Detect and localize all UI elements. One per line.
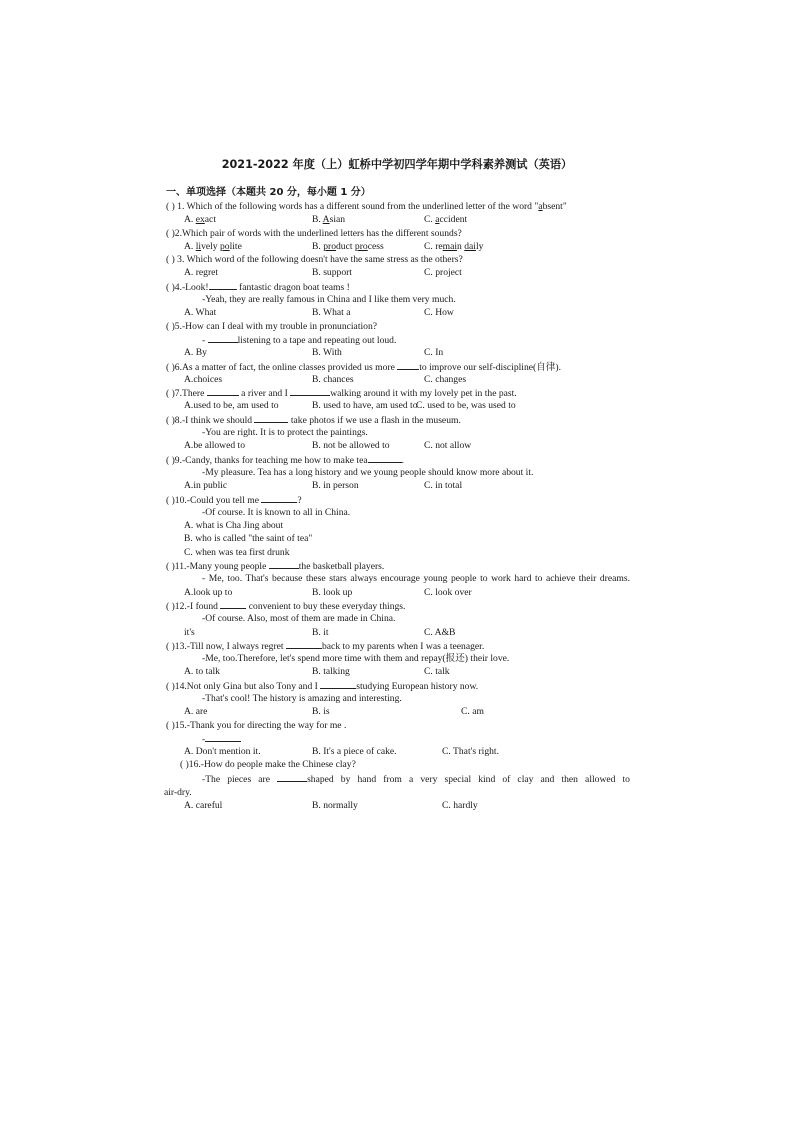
text-segment: C. used to be, was used to <box>416 400 516 412</box>
option-c <box>424 266 462 279</box>
text-segment: shaped by hand from a very special kind of clay and then allowed to <box>307 773 630 785</box>
option-a <box>184 586 232 599</box>
text-segment: B. <box>312 214 323 226</box>
option-a <box>184 240 242 253</box>
question-stem <box>166 413 630 426</box>
question-item <box>166 360 630 387</box>
text-segment: ( )6.As a matter of fact, the online classes provided us more <box>166 361 398 373</box>
text-segment: C. not allow <box>424 440 472 452</box>
option-c <box>166 546 630 559</box>
question-reply <box>166 772 630 786</box>
text-segment: - <box>202 733 206 745</box>
text-segment: C. project <box>424 267 462 279</box>
question-item <box>166 200 630 227</box>
text-segment: C. in total <box>424 480 463 492</box>
text-segment: ( )7.There <box>166 388 207 400</box>
text-segment: ( )11.-Many young people <box>166 561 269 573</box>
text-segment: it's <box>184 626 195 638</box>
question-stem <box>166 453 630 466</box>
underlined-letters: li <box>195 240 202 252</box>
option-b <box>312 399 418 412</box>
text-segment: B. in person <box>312 480 359 492</box>
option-b <box>312 439 390 452</box>
text-segment: A.be allowed to <box>184 440 246 452</box>
options-row <box>166 586 630 599</box>
text-segment: convenient to buy these everyday things. <box>246 600 406 612</box>
option-c <box>424 626 455 639</box>
option-c <box>461 705 484 718</box>
options-row <box>166 626 630 639</box>
underlined-letters: pro <box>323 240 336 252</box>
question-stem <box>166 679 630 692</box>
question-reply <box>166 612 630 625</box>
text-segment: bsent" <box>542 201 567 212</box>
option-b <box>312 346 342 359</box>
option-c <box>424 213 467 226</box>
answer-blank <box>261 493 297 503</box>
answer-blank <box>220 599 246 609</box>
text-segment: ( )12.-I found <box>166 600 221 612</box>
question-stem <box>166 493 630 506</box>
text-segment: ? <box>297 494 302 506</box>
options-row <box>166 799 630 812</box>
question-reply <box>166 466 630 479</box>
answer-blank <box>208 333 238 343</box>
text-segment: ly <box>475 240 484 252</box>
answer-blank <box>277 772 307 782</box>
text-segment: -That's cool! The history is amazing and interesting. <box>202 692 402 704</box>
text-segment: act <box>204 214 216 226</box>
text-segment: ( )5.-How can I deal with my trouble in pronunciation? <box>166 320 378 332</box>
question-stem <box>166 559 630 572</box>
question-item <box>166 280 630 320</box>
option-b <box>312 373 354 386</box>
text-segment: ( )9.-Candy, thanks for teaching me how to make tea <box>166 454 368 466</box>
text-segment: -Of course. It is known to all in China. <box>202 506 351 518</box>
option-a <box>184 399 279 412</box>
option-a <box>184 479 227 492</box>
question-reply <box>166 692 630 705</box>
option-b <box>312 799 358 812</box>
options-row <box>166 399 630 412</box>
option-b <box>312 266 352 279</box>
text-segment: A. regret <box>184 267 219 279</box>
answer-blank <box>254 413 288 423</box>
answer-blank <box>368 453 402 463</box>
option-a <box>184 799 222 812</box>
options-row <box>166 346 630 359</box>
text-segment: C. <box>424 214 436 226</box>
option-a <box>184 346 207 359</box>
answer-blank <box>286 639 322 649</box>
question-item <box>166 758 630 812</box>
option-c <box>424 586 472 599</box>
text-segment: A.used to be, am used to <box>184 400 279 412</box>
question-reply <box>166 426 630 439</box>
underlined-letters: dai <box>464 240 476 252</box>
text-segment: B. chances <box>312 373 354 385</box>
option-a <box>184 266 218 279</box>
text-segment: A. By <box>184 347 207 359</box>
option-c <box>424 439 471 452</box>
text-segment: B. who is called "the saint of tea" <box>184 533 313 545</box>
text-segment: ( )10.-Could you tell me <box>166 494 262 506</box>
text-segment: studying European history now. <box>356 680 479 692</box>
text-segment: A. what is Cha Jing about <box>184 520 284 532</box>
option-b <box>166 532 630 545</box>
text-segment: ( )4.-Look! <box>166 281 209 293</box>
options-row <box>166 240 630 253</box>
answer-blank <box>207 386 239 396</box>
answer-blank <box>205 732 241 742</box>
question-stem <box>166 280 630 293</box>
answer-blank <box>320 679 356 689</box>
question-reply <box>166 572 630 585</box>
question-stem <box>166 227 630 240</box>
text-segment: lite <box>229 240 242 252</box>
text-segment: ( ) 3. Which word of the following doesn't have the same stress as the others? <box>166 254 463 266</box>
answer-blank <box>290 386 330 396</box>
question-item <box>166 227 630 254</box>
page-title: 2021-2022 年度（上）虹桥中学初四学年期中学科素养测试（英语） <box>221 158 573 171</box>
option-b <box>312 306 350 319</box>
option-c <box>424 240 483 253</box>
option-c <box>424 665 450 678</box>
option-a <box>184 306 216 319</box>
question-reply <box>166 333 630 346</box>
question-stem <box>166 386 630 399</box>
question-item <box>166 559 630 599</box>
question-item <box>166 413 630 453</box>
text-segment: cess <box>367 240 384 252</box>
text-segment: - <box>202 334 208 346</box>
question-reply <box>166 652 630 665</box>
options-row <box>166 705 630 718</box>
question-item <box>166 639 630 679</box>
text-segment: ccident <box>439 214 468 226</box>
text-segment: B. used to have, am used to <box>312 400 418 412</box>
text-segment: A. to talk <box>184 666 220 678</box>
text-segment: . <box>401 454 404 466</box>
text-segment: a river and I <box>238 388 291 400</box>
text-segment: -My pleasure. Tea has a long history and we young people should know more about it. <box>202 466 534 478</box>
text-segment: A. <box>184 240 196 252</box>
text-segment: B. It's a piece of cake. <box>312 746 397 758</box>
option-a <box>184 745 261 758</box>
text-segment: vely <box>201 240 220 252</box>
text-segment: C. when was tea first drunk <box>184 546 290 558</box>
option-b <box>312 745 397 758</box>
option-b <box>312 586 352 599</box>
option-a <box>184 439 245 452</box>
question-list <box>166 200 630 813</box>
text-segment: A. careful <box>184 800 223 812</box>
text-segment: A.choices <box>184 373 223 385</box>
text-segment: ( )16.-How do people make the Chinese clay? <box>180 759 356 771</box>
option-a <box>184 213 216 226</box>
option-c <box>442 799 478 812</box>
options-row <box>166 665 630 678</box>
text-segment: ( )2.Which pair of words with the underlined letters has the different sounds? <box>166 227 462 239</box>
option-a <box>184 626 195 639</box>
text-segment: C. re <box>424 240 443 252</box>
option-b <box>312 240 384 253</box>
text-segment: C. talk <box>424 666 450 678</box>
text-segment: duct <box>336 240 355 252</box>
text-segment: A. Don't mention it. <box>184 746 261 758</box>
text-segment: -You are right. It is to protect the paintings. <box>202 427 368 439</box>
answer-blank <box>269 559 299 569</box>
option-a <box>166 519 630 532</box>
options-row <box>166 213 630 226</box>
text-segment: -Me, too.Therefore, let's spend more time with them and repay(报还) their love. <box>202 653 510 665</box>
text-segment: C. A&B <box>424 626 456 638</box>
underlined-letters: A <box>322 214 330 226</box>
text-segment: A. <box>184 214 196 226</box>
question-stem <box>166 639 630 652</box>
text-segment: listening to a tape and repeating out loud. <box>237 334 397 346</box>
question-reply <box>166 293 630 306</box>
text-segment: C. That's right. <box>442 746 499 758</box>
text-segment: C. In <box>424 347 444 359</box>
text-segment: B. <box>312 240 324 252</box>
text-segment: air-dry. <box>164 787 192 799</box>
text-segment: B. not be allowed to <box>312 440 390 452</box>
text-segment: -Yeah, they are really famous in China and I like them very much. <box>202 294 456 306</box>
question-stem <box>166 758 630 771</box>
question-stem <box>164 786 630 799</box>
option-b <box>312 626 329 639</box>
text-segment: B. it <box>312 626 329 638</box>
question-stem <box>166 719 630 732</box>
text-segment: n <box>457 240 465 252</box>
answer-blank <box>397 360 419 370</box>
text-segment: C. hardly <box>442 800 478 812</box>
text-segment: C. changes <box>424 373 467 385</box>
text-segment: A.in public <box>184 480 228 492</box>
text-segment: C. am <box>461 706 484 718</box>
text-segment: the basketball players. <box>298 561 385 573</box>
question-item <box>166 679 630 719</box>
text-segment: B. With <box>312 347 342 359</box>
question-reply <box>166 732 630 745</box>
text-segment: - Me, too. That's because these stars always encourage young people to work hard to achieve their dreams. <box>202 573 630 585</box>
text-segment: ( )13.-Till now, I always regret <box>166 640 286 652</box>
text-segment: A. are <box>184 706 208 718</box>
text-segment: ( )15.-Thank you for directing the way for me . <box>166 719 347 731</box>
text-segment: walking around it with my lovely pet in the past. <box>330 388 517 400</box>
text-segment: ( )14.Not only Gina but also Tony and I <box>166 680 321 692</box>
option-c <box>416 399 516 412</box>
text-segment: B. is <box>312 706 330 718</box>
question-item <box>166 493 630 559</box>
question-stem <box>166 320 630 333</box>
text-segment: -Of course. Also, most of them are made in China. <box>202 613 396 625</box>
question-stem <box>166 360 630 373</box>
option-b <box>312 213 345 226</box>
section-heading: 一、单项选择（本题共 20 分，每小题 1 分） <box>166 187 371 198</box>
text-segment: back to my parents when I was a teenager. <box>322 640 485 652</box>
underlined-letters: po <box>220 240 230 252</box>
text-segment: sian <box>329 214 346 226</box>
option-b <box>312 665 350 678</box>
text-segment: B. support <box>312 267 352 279</box>
text-segment: C. look over <box>424 586 472 598</box>
question-reply <box>166 506 630 519</box>
underlined-letters: pro <box>354 240 368 252</box>
text-segment: ( ) 1. Which of the following words has a different sound from the underlined letter of the word " <box>166 201 539 212</box>
options-row <box>166 266 630 279</box>
question-item <box>166 320 630 360</box>
option-c <box>442 745 499 758</box>
options-row <box>166 439 630 452</box>
text-segment: A. What <box>184 307 217 319</box>
underlined-letters: a <box>435 214 440 226</box>
text-segment: B. normally <box>312 800 358 812</box>
option-c <box>424 479 462 492</box>
question-item <box>166 719 630 759</box>
text-segment: to improve our self-discipline(自律). <box>419 361 561 373</box>
text-segment: -The pieces are <box>202 773 278 785</box>
option-b <box>312 705 330 718</box>
options-row <box>166 745 630 758</box>
options-row <box>166 373 630 386</box>
option-c <box>424 373 466 386</box>
text-segment: B. talking <box>312 666 350 678</box>
text-segment: B. What a <box>312 307 351 319</box>
text-segment: A.look up to <box>184 586 233 598</box>
option-b <box>312 479 359 492</box>
text-segment: take photos if we use a flash in the museum. <box>288 414 461 426</box>
option-a <box>184 665 220 678</box>
answer-blank <box>209 280 237 290</box>
text-segment: fantastic dragon boat teams ! <box>236 281 350 293</box>
option-a <box>184 373 222 386</box>
underlined-letters: ex <box>195 214 205 226</box>
option-c <box>424 346 443 359</box>
question-item <box>166 386 630 413</box>
text-segment: C. How <box>424 307 454 319</box>
underlined-letters: a <box>538 201 543 212</box>
question-item <box>166 453 630 493</box>
options-row <box>166 479 630 492</box>
underlined-letters: mai <box>442 240 458 252</box>
question-stem <box>166 200 630 213</box>
text-segment: ( )8.-I think we should <box>166 414 255 426</box>
text-segment: B. look up <box>312 586 353 598</box>
question-item <box>166 253 630 280</box>
question-stem <box>166 599 630 612</box>
question-stem <box>166 253 630 266</box>
question-item <box>166 599 630 639</box>
option-c <box>424 306 454 319</box>
option-a <box>184 705 207 718</box>
options-row <box>166 306 630 319</box>
